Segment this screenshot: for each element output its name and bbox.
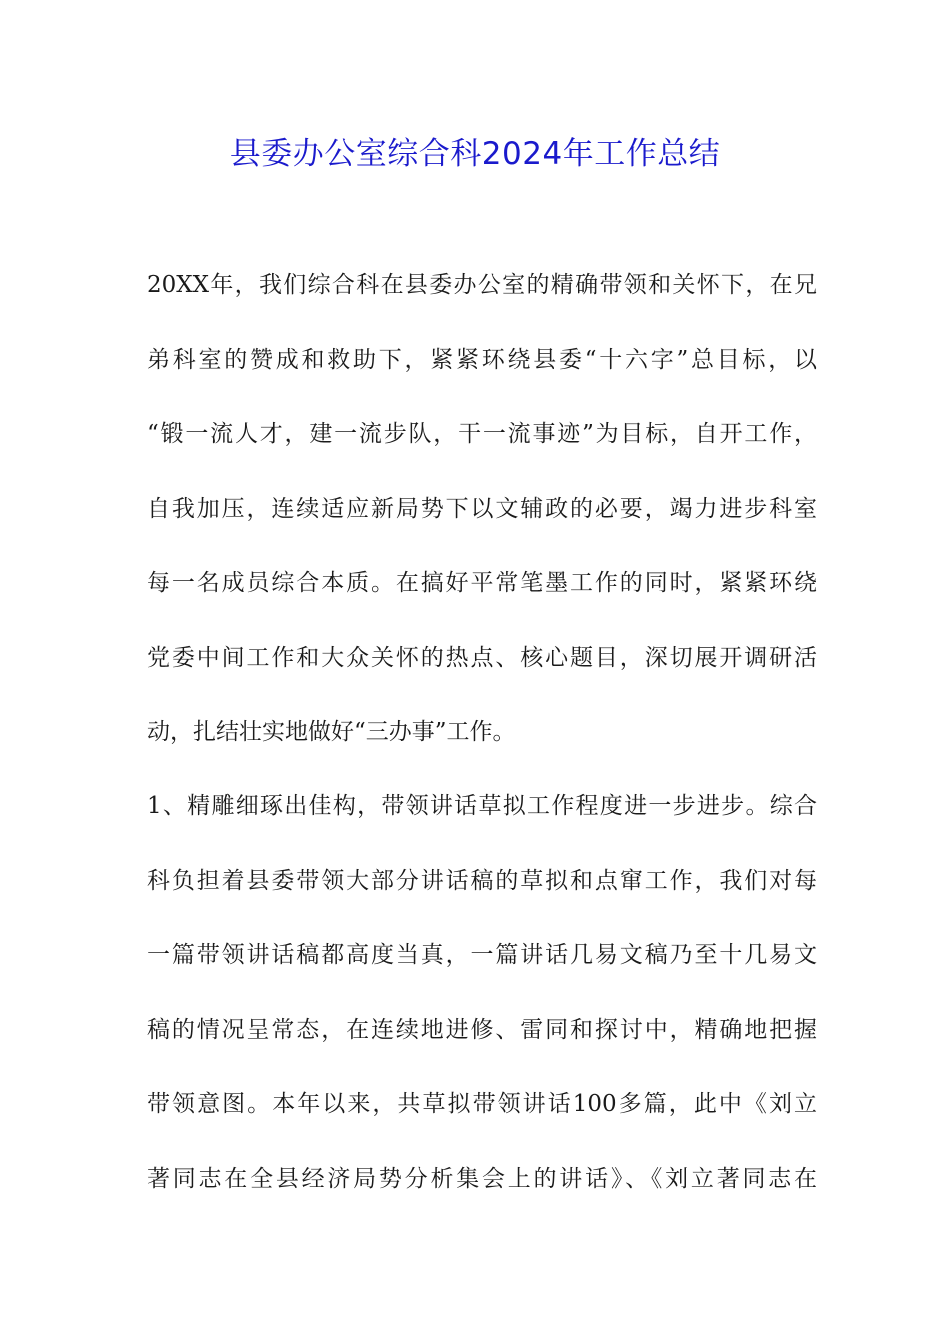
paragraph-1-line-5: 每一名成员综合本质。在搞好平常笔墨工作的同时，紧紧环绕 <box>147 570 817 596</box>
paragraph-2-line-2: 科负担着县委带领大部分讲话稿的草拟和点窜工作，我们对每 <box>147 868 817 894</box>
document-title: 县委办公室综合科2024年工作总结 <box>229 136 721 172</box>
paragraph-1-line-3: “锻一流人才，建一流步队，干一流事迹”为目标，自开工作， <box>147 421 817 447</box>
paragraph-2-line-6: 著同志在全县经济局势分析集会上的讲话》、《刘立著同志在 <box>147 1166 817 1192</box>
paragraph-1-line-7: 动，扎结壮实地做好“三办事”工作。 <box>147 719 516 745</box>
paragraph-1-line-2: 弟科室的赞成和救助下，紧紧环绕县委“十六字”总目标，以 <box>147 347 817 373</box>
paragraph-1-line-6: 党委中间工作和大众关怀的热点、核心题目，深切展开调研活 <box>147 645 817 671</box>
paragraph-1-line-1: 20XX年，我们综合科在县委办公室的精确带领和关怀下，在兄 <box>147 272 817 298</box>
paragraph-2-line-4: 稿的情况呈常态，在连续地进修、雷同和探讨中，精确地把握 <box>147 1017 817 1043</box>
paragraph-2-line-5: 带领意图。本年以来，共草拟带领讲话100多篇，此中《刘立 <box>147 1091 817 1117</box>
paragraph-2-line-1: 1、精雕细琢出佳构，带领讲话草拟工作程度进一步进步。综合 <box>147 793 817 819</box>
paragraph-1-line-4: 自我加压，连续适应新局势下以文辅政的必要，竭力进步科室 <box>147 496 817 522</box>
paragraph-2-line-3: 一篇带领讲话稿都高度当真，一篇讲话几易文稿乃至十几易文 <box>147 942 817 968</box>
